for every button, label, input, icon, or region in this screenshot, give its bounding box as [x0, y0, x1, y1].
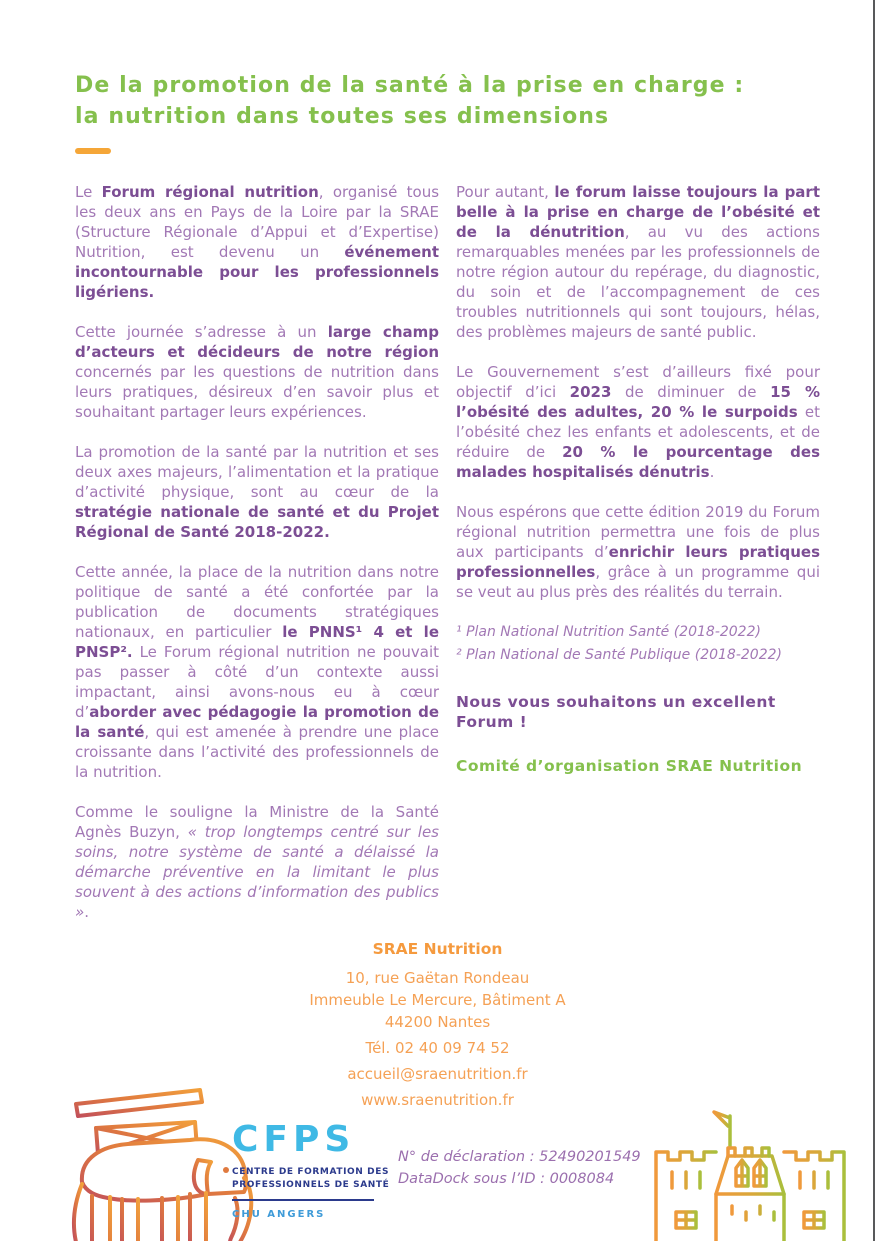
cfps-subtitle-line-1: CENTRE DE FORMATION DES	[232, 1167, 390, 1177]
footnote-2: ² Plan National de Santé Publique (2018-2022)	[456, 647, 782, 663]
paragraph: Nous espérons que cette édition 2019 du Forum régional nutrition permettra une fois de plus aux participants d’enrichir leurs pratiques professionnelles, grâce à un programme qui se veut au plus près des réalités du terrain.	[456, 503, 820, 601]
phone-number: Tél. 02 40 09 74 52	[365, 1039, 510, 1057]
title-accent-dash	[75, 148, 111, 154]
cfps-subtitle	[232, 1166, 392, 1192]
declaration-number: N° de déclaration : 52490201549	[398, 1149, 641, 1165]
paragraph: Cette année, la place de la nutrition dans notre politique de santé a été confortée par la publication de documents stratégiques nationaux, en particulier le PNNS¹ 4 et le PNSP². Le Forum régional nutrition ne pouvait pas passer à côté d’un contexte aussi impactant, ainsi avons-nous eu à cœur d’aborder avec pédagogie la promotion de la santé, qui est amenée à prendre une place croissante dans l’activité des professionnels de la nutrition.	[75, 563, 440, 781]
cfps-subtitle-line-2: PROFESSIONNELS DE SANTÉ	[232, 1180, 390, 1190]
paragraph: Cette journée s’adresse à un large champ d’acteurs et décideurs de notre région concernés par les questions de nutrition dans leurs pratiques, désireux d’en savoir plus et souhaitant partager leurs expériences.	[75, 323, 439, 421]
address-line-1: 10, rue Gaëtan Rondeau	[345, 969, 530, 987]
paragraph: Pour autant, le forum laisse toujours la part belle à la prise en charge de l’obésité et de la dénutrition, au vu des actions remarquables menées par les professionnels de notre région autour du repérage, du diagnostic, du soin et de l’accompagnement de ces troubles nutritionnels qui sont toujours, hélas, des problèmes majeurs de santé public.	[456, 183, 820, 341]
org-name: SRAE Nutrition	[372, 940, 503, 958]
closing-committee: Comité d’organisation SRAE Nutrition	[456, 757, 803, 775]
castle-icon	[642, 1094, 860, 1241]
page-title	[75, 70, 845, 154]
cfps-org: CHU ANGERS	[232, 1209, 326, 1220]
cfps-acronym: CFPS	[232, 1119, 356, 1160]
closing-wish: Nous vous souhaitons un excellent Forum !	[456, 693, 776, 731]
address-city: 44200 Nantes	[384, 1013, 491, 1031]
paragraph: Le Gouvernement s’est d’ailleurs fixé pour objectif d’ici 2023 de diminuer de 15 % l’obésité des adultes, 20 % le surpoids et l’obésité chez les enfants et adolescents, et de réduire de 20 % le pourcentage des malades hospitalisés dénutris.	[456, 363, 820, 481]
page-title-line-2: la nutrition dans toutes ses dimensions	[75, 104, 610, 129]
left-column	[75, 182, 439, 942]
right-column	[456, 182, 820, 942]
article-body	[75, 182, 821, 942]
registration-info	[398, 1146, 641, 1190]
cfps-divider	[232, 1199, 374, 1201]
page-title-line-1: De la promotion de la santé à la prise en charge :	[75, 73, 745, 98]
paragraph-quote: Comme le souligne la Ministre de la Santé Agnès Buzyn, « trop longtemps centré sur les soins, notre système de santé a délaissé la démarche préventive en la limitant le plus souvent à des actions d’information des publics ».	[75, 803, 439, 921]
paragraph: Le Forum régional nutrition, organisé tous les deux ans en Pays de la Loire par la SRAE (Structure Régionale d’Appui et d’Expertise) Nutrition, est devenu un événement incontournable pour les professionnels ligériens.	[75, 183, 440, 301]
website-anchor[interactable]: www.sraenutrition.fr	[361, 1091, 514, 1109]
footnote-1: ¹ Plan National Nutrition Santé (2018-2022)	[456, 624, 761, 640]
email-anchor[interactable]: accueil@sraenutrition.fr	[347, 1065, 528, 1083]
datadock-id: DataDock sous l’ID : 0008084	[398, 1171, 615, 1187]
address-line-2: Immeuble Le Mercure, Bâtiment A	[309, 991, 566, 1009]
paragraph: La promotion de la santé par la nutrition et ses deux axes majeurs, l’alimentation et la pratique d’activité physique, sont au cœur de la stratégie nationale de santé et du Projet Régional de Santé 2018-2022.	[75, 443, 439, 541]
cfps-logo	[232, 1120, 392, 1220]
